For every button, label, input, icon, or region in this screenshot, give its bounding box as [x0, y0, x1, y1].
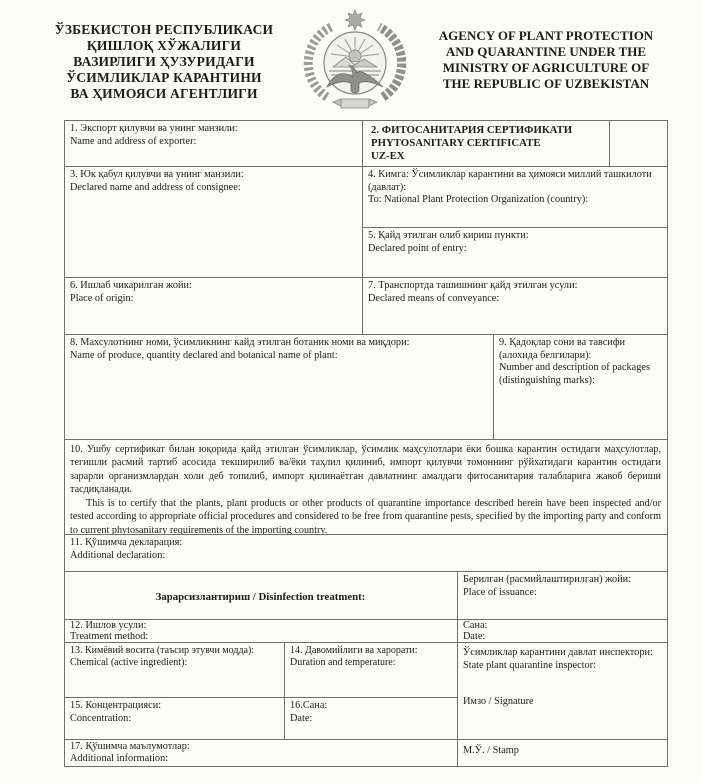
field-label-uz: 16.Сана:	[290, 700, 328, 711]
stamp-label: М.Ў. / Stamp	[463, 745, 519, 756]
field-7-means-of-conveyance	[363, 278, 667, 335]
field-1-exporter	[65, 121, 363, 167]
uzbekistan-state-emblem-icon	[303, 7, 407, 113]
statement-uz: 10. Ушбу сертификат билан юқорида қайд этилган ўсимликлар, ўсимлик маҳсулотлари ёки бошка карантин остидаги маҳсулотлар, тегишли расмий тартиб асосида текширилиб ва/ёки таҳлил қилиниб, импорт қилувчи томоннинг рўйхатидаги карантин остидаги зарарли организмлардан холи деб топилиб, импорт қилинаётган давлатнинг амалдаги фитосанитария талабларига жавоб бериши тасдиқланади.	[70, 444, 661, 496]
field-3-consignee	[65, 167, 363, 278]
field-label-en: Declared point of entry:	[368, 242, 467, 254]
field-label-en: Chemical (active ingredient):	[70, 657, 188, 669]
field-label-en: Treatment method:	[70, 631, 149, 643]
field-label-uz: Сана:	[463, 620, 488, 631]
field-11-additional-declaration	[65, 535, 667, 572]
field-label-uz: 14. Давомийлиги ва харорати:	[290, 645, 418, 656]
field-label-uz: 4. Кимга: Ўсимликлар карантини ва ҳимояси миллий ташкилоти (давлат):	[368, 169, 652, 193]
agency-title-uzbek	[38, 22, 290, 102]
title-line: ЎЗБЕКИСТОН РЕСПУБЛИКАСИ	[54, 22, 274, 37]
field-label-uz: 6. Ишлаб чикарилган жойи:	[70, 280, 192, 291]
field-label-uz: 7. Транспортда ташишнинг қайд этилган усули:	[368, 280, 578, 291]
field-label-en: Place of origin:	[70, 292, 134, 304]
title-line: THE REPUBLIC OF UZBEKISTAN	[442, 75, 650, 91]
field-label-en: Date:	[463, 631, 486, 643]
field-8-produce-name	[65, 335, 494, 440]
place-of-issuance	[458, 572, 667, 620]
field-label-uz: 9. Қадоқлар сони ва тавсифи (алохида белгилари):	[499, 337, 626, 361]
field-6-place-of-origin	[65, 278, 363, 335]
field-label-en: To: National Plant Protection Organization (country):	[368, 194, 589, 206]
field-4-nppo-country	[363, 167, 667, 228]
field-label-en: Number and description of packages (distinguishing marks):	[499, 362, 650, 386]
field-label-en: Additional information:	[70, 752, 169, 764]
field-label-uz: 12. Ишлов усули:	[70, 620, 147, 631]
disinfection-header-label: Зарарсизлантириш / Disinfection treatment:	[155, 591, 366, 603]
certificate-form-table	[64, 120, 668, 767]
title-line: ВАЗИРЛИГИ ҲУЗУРИДАГИ	[73, 53, 255, 69]
field-label-en: Duration and temperature:	[290, 657, 396, 669]
inspector-label-en: State plant quarantine inspector:	[463, 659, 596, 671]
stamp-area	[458, 740, 667, 766]
field-2-certificate-title	[363, 121, 667, 167]
certificate-series: UZ-EX	[371, 150, 405, 163]
field-label-en: Additional declaration:	[70, 549, 166, 561]
agency-title-english	[412, 28, 680, 92]
title-line: ҚИШЛОҚ ХЎЖАЛИГИ	[86, 37, 242, 53]
field-label-en: Date:	[290, 712, 313, 724]
field-label-uz: 11. Қўшимча декларация:	[70, 537, 183, 548]
title-line: ЎСИМЛИКЛАР КАРАНТИНИ	[66, 69, 262, 85]
field-label-uz: 1. Экспорт қилувчи ва унинг манзили:	[70, 123, 238, 134]
field-label-uz: Берилган (расмийлаштирилган) жойи:	[463, 574, 632, 585]
title-line: ВА ҲИМОЯСИ АГЕНТЛИГИ	[70, 85, 258, 101]
field-13-chemical	[65, 643, 285, 698]
title-line: MINISTRY OF AGRICULTURE OF	[442, 59, 650, 75]
field-16-date	[285, 698, 458, 740]
field-12-treatment-method	[65, 620, 458, 643]
signature-label: Имзо / Signature	[463, 696, 534, 708]
field-17-additional-information	[65, 740, 458, 766]
field-label-en: Place of issuance:	[463, 586, 537, 598]
field-label-en: Concentration:	[70, 712, 132, 724]
field-label-uz: 15. Концентрацияси:	[70, 700, 162, 711]
field-label-uz: 13. Кимёвий восита (таъсир этувчи модда):	[70, 645, 255, 656]
field-label-uz: 5. Қайд этилган олиб кириш пункти:	[368, 230, 529, 241]
certificate-title-en: PHYTOSANITARY CERTIFICATE	[371, 137, 541, 150]
title-line: AND QUARANTINE UNDER THE	[445, 43, 647, 59]
field-label-en: Name and address of exporter:	[70, 135, 197, 147]
disinfection-treatment-header	[65, 572, 458, 620]
issuance-date	[458, 620, 667, 643]
statement-en: This is to certify that the plants, plant products or other products of quarantine importance described herein have been inspected and/or tested according to appropriate official procedures and considered to be free from quarantine pests, specified by the importing party and conform to current phytosanitary requirements of the importing country.	[70, 497, 661, 535]
certificate-title-uz: 2. ФИТОСАНИТАРИЯ СЕРТИФИКАТИ	[371, 124, 573, 136]
field-label-uz: 8. Махсулотнинг номи, ўсимликнинг кайд этилган ботаник номи ва миқдори:	[70, 337, 410, 348]
title-line: AGENCY OF PLANT PROTECTION	[438, 28, 654, 43]
field-10-certification-statement	[65, 440, 667, 535]
field-15-concentration	[65, 698, 285, 740]
field-label-uz: 3. Юк қабул қилувчи ва унинг манзили:	[70, 169, 244, 180]
field-label-en: Declared name and address of consignee:	[70, 181, 241, 193]
certificate-number-box	[609, 121, 667, 166]
state-plant-quarantine-inspector	[458, 643, 667, 740]
field-5-point-of-entry	[363, 228, 667, 278]
field-14-duration-temperature	[285, 643, 458, 698]
field-label-en: Name of produce, quantity declared and botanical name of plant:	[70, 349, 338, 361]
inspector-label-uz: Ўсимликлар карантини давлат инспектори:	[463, 647, 653, 658]
field-label-en: Declared means of conveyance:	[368, 292, 500, 304]
field-label-uz: 17. Қўшимча маълумотлар:	[70, 741, 190, 752]
field-9-packages	[494, 335, 667, 440]
